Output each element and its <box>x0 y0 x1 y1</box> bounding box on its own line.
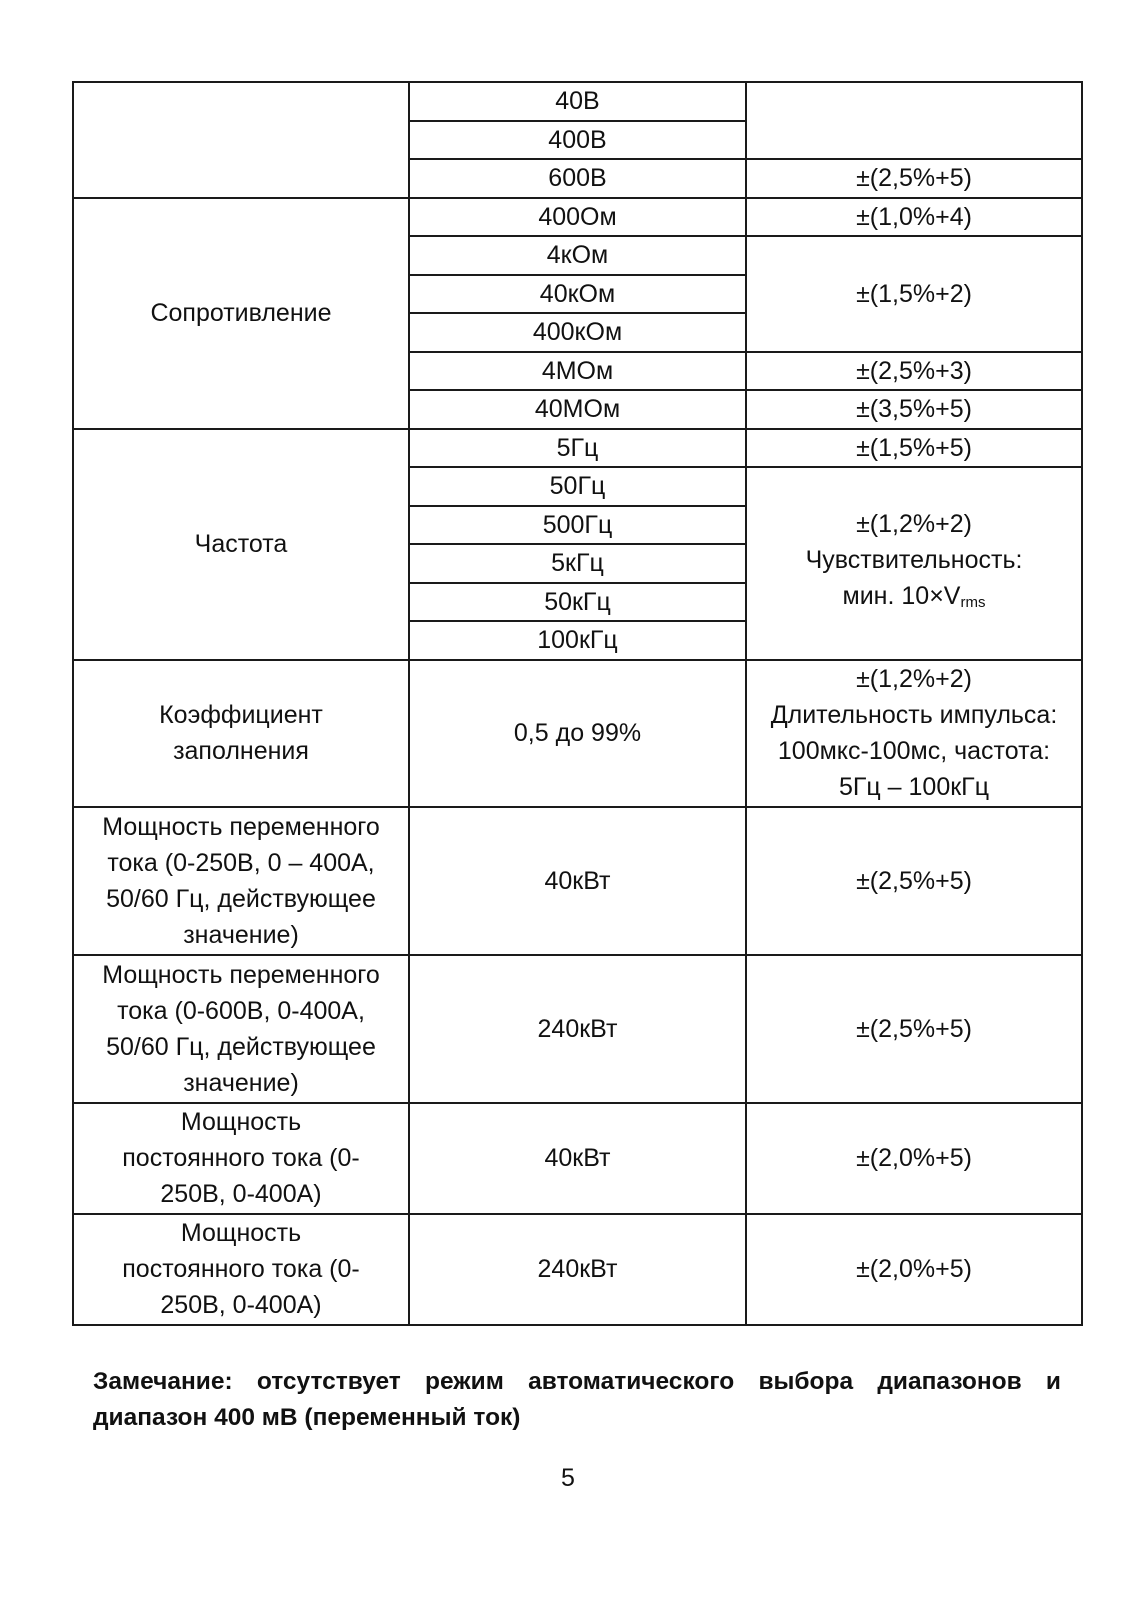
resistance-name-cell: Сопротивление <box>73 198 409 429</box>
duty-name-cell: Коэффициент заполнения <box>73 660 409 807</box>
accuracy-cell: ±(1,0%+4) <box>746 198 1082 237</box>
accuracy-cell <box>746 467 1082 660</box>
table-row <box>73 955 1082 1103</box>
table-row <box>73 429 1082 468</box>
accuracy-cell: ±(1,2%+2) Длительность импульса: 100мкс-100мс, частота: 5Гц – 100кГц <box>746 660 1082 807</box>
range-cell: 40кОм <box>409 275 746 314</box>
accuracy-cell: ±(3,5%+5) <box>746 390 1082 429</box>
range-cell: 500Гц <box>409 506 746 545</box>
table-row <box>73 1214 1082 1325</box>
accuracy-cell: ±(2,5%+5) <box>746 955 1082 1103</box>
range-cell: 40кВт <box>409 1103 746 1214</box>
range-cell: 240кВт <box>409 955 746 1103</box>
range-cell: 5Гц <box>409 429 746 468</box>
spec-table <box>72 81 1083 1326</box>
range-cell: 400В <box>409 121 746 160</box>
frequency-name-cell: Частота <box>73 429 409 660</box>
accuracy-cell: ±(1,5%+2) <box>746 236 1082 352</box>
accuracy-cell <box>746 82 1082 159</box>
accuracy-cell: ±(2,5%+5) <box>746 159 1082 198</box>
page-number: 5 <box>561 1464 575 1492</box>
accuracy-cell: ±(2,5%+3) <box>746 352 1082 391</box>
range-cell: 400кОм <box>409 313 746 352</box>
power-name-cell: Мощность переменного тока (0-600В, 0-400А, 50/60 Гц, действующее значение) <box>73 955 409 1103</box>
range-cell: 100кГц <box>409 621 746 660</box>
power-name-cell: Мощность постоянного тока (0- 250В, 0-400А) <box>73 1214 409 1325</box>
accuracy-cell: ±(2,0%+5) <box>746 1214 1082 1325</box>
accuracy-line: Чувствительность: <box>805 545 1023 574</box>
range-cell: 4МОм <box>409 352 746 391</box>
accuracy-line: ±(1,2%+2) <box>856 509 972 538</box>
table-row <box>73 198 1082 237</box>
table-row <box>73 660 1082 807</box>
accuracy-line: мин. $10\times V_{rms}$ <box>842 581 986 611</box>
table-row <box>73 807 1082 955</box>
accuracy-cell: ±(1,5%+5) <box>746 429 1082 468</box>
range-cell: 40В <box>409 82 746 121</box>
range-cell: 240кВт <box>409 1214 746 1325</box>
range-cell: 40МОм <box>409 390 746 429</box>
range-cell: 5кГц <box>409 544 746 583</box>
range-cell: 50Гц <box>409 467 746 506</box>
table-row <box>73 1103 1082 1214</box>
range-cell: 400Ом <box>409 198 746 237</box>
voltage-name-cell <box>73 82 409 198</box>
power-name-cell: Мощность переменного тока (0-250В, 0 – 400А, 50/60 Гц, действующее значение) <box>73 807 409 955</box>
rms-subscript: rms <box>960 593 986 611</box>
power-name-cell: Мощность постоянного тока (0- 250В, 0-400А) <box>73 1103 409 1214</box>
note-paragraph: Замечание: отсутствует режим автоматического выбора диапазонов и диапазон 400 мВ (переменный ток) <box>93 1368 1061 1431</box>
table-row <box>73 82 1082 121</box>
range-cell: 4кОм <box>409 236 746 275</box>
range-cell: 50кГц <box>409 583 746 622</box>
range-cell: 0,5 до 99% <box>409 660 746 807</box>
accuracy-cell: ±(2,0%+5) <box>746 1103 1082 1214</box>
range-cell: 40кВт <box>409 807 746 955</box>
range-cell: 600В <box>409 159 746 198</box>
accuracy-cell: ±(2,5%+5) <box>746 807 1082 955</box>
